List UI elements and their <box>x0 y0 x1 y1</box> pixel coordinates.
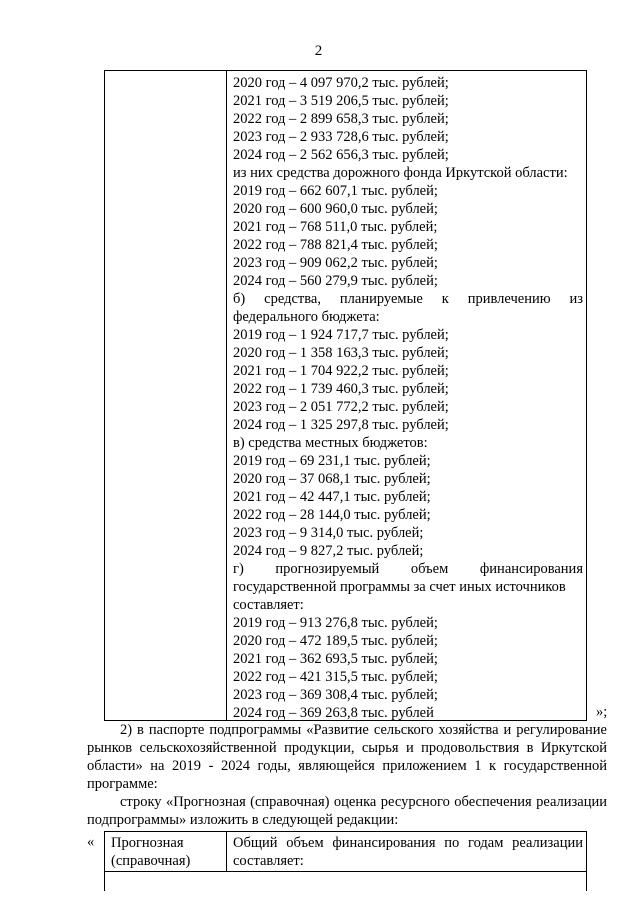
financing-line: г) прогнозируемый объем финансирования <box>233 561 583 577</box>
body-text <box>87 721 607 829</box>
financing-line: 2019 год – 662 607,1 тыс. рублей; <box>233 183 438 199</box>
table-column-divider <box>226 832 227 872</box>
financing-line: 2023 год – 369 308,4 тыс. рублей; <box>233 687 438 703</box>
financing-line: 2020 год – 4 097 970,2 тыс. рублей; <box>233 75 449 91</box>
replacement-table <box>104 831 587 891</box>
financing-line: 2019 год – 69 231,1 тыс. рублей; <box>233 453 431 469</box>
paragraph-amendment-row: строку «Прогнозная (справочная) оценка ресурсного обеспечения реализации подпрограммы» изложить в следующей редакции: <box>87 794 607 828</box>
financing-line: 2020 год – 1 358 163,3 тыс. рублей; <box>233 345 449 361</box>
financing-line: 2019 год – 913 276,8 тыс. рублей; <box>233 615 438 631</box>
financing-line: 2024 год – 9 827,2 тыс. рублей; <box>233 543 424 559</box>
closing-quote: »; <box>596 704 608 720</box>
opening-quote: « <box>87 834 95 850</box>
financing-line: 2022 год – 788 821,4 тыс. рублей; <box>233 237 438 253</box>
financing-line: 2021 год – 3 519 206,5 тыс. рублей; <box>233 93 449 109</box>
table-column-divider <box>226 71 227 720</box>
table-row-divider <box>105 871 586 872</box>
financing-line: 2024 год – 560 279,9 тыс. рублей; <box>233 273 438 289</box>
financing-lines <box>233 74 583 722</box>
paragraph-amendment-2: 2) в паспорте подпрограммы «Развитие сельского хозяйства и регулирование рынков сельскохозяйственной продукции, сырья и продовольствия в Иркутской области» на 2019 - 2024 годы, являющейся приложением 1 к государственной программе: <box>87 722 607 792</box>
financing-line: 2022 год – 28 144,0 тыс. рублей; <box>233 507 431 523</box>
financing-line: составляет: <box>233 597 304 613</box>
financing-line: 2021 год – 1 704 922,2 тыс. рублей; <box>233 363 449 379</box>
financing-line: 2020 год – 472 189,5 тыс. рублей; <box>233 633 438 649</box>
page-number: 2 <box>314 43 323 59</box>
financing-line: 2021 год – 768 511,0 тыс. рублей; <box>233 219 438 235</box>
row-title-line: (справочная) <box>111 853 191 869</box>
financing-line: 2023 год – 909 062,2 тыс. рублей; <box>233 255 438 271</box>
financing-line: 2022 год – 2 899 658,3 тыс. рублей; <box>233 111 449 127</box>
financing-line: 2024 год – 369 263,8 тыс. рублей <box>233 705 434 721</box>
financing-table <box>104 70 587 721</box>
row-title-line: Прогнозная <box>111 835 184 851</box>
row-title-cell <box>111 834 223 870</box>
financing-line: федерального бюджета: <box>233 309 380 325</box>
financing-line: из них средства дорожного фонда Иркутской области: <box>233 165 568 181</box>
financing-line: б) средства, планируемые к привлечению из <box>233 291 583 307</box>
financing-line: 2024 год – 1 325 297,8 тыс. рублей; <box>233 417 449 433</box>
financing-line: 2024 год – 2 562 656,3 тыс. рублей; <box>233 147 449 163</box>
financing-line: 2019 год – 1 924 717,7 тыс. рублей; <box>233 327 449 343</box>
financing-line: 2020 год – 600 960,0 тыс. рублей; <box>233 201 438 217</box>
financing-line: 2021 год – 42 447,1 тыс. рублей; <box>233 489 431 505</box>
financing-line: 2023 год – 2 051 772,2 тыс. рублей; <box>233 399 449 415</box>
financing-line: 2022 год – 1 739 460,3 тыс. рублей; <box>233 381 449 397</box>
financing-line: 2021 год – 362 693,5 тыс. рублей; <box>233 651 438 667</box>
financing-line: 2020 год – 37 068,1 тыс. рублей; <box>233 471 431 487</box>
financing-line: 2022 год – 421 315,5 тыс. рублей; <box>233 669 438 685</box>
row-content-cell: Общий объем финансирования по годам реализации составляет: <box>233 835 583 869</box>
financing-line: 2023 год – 9 314,0 тыс. рублей; <box>233 525 424 541</box>
financing-line: в) средства местных бюджетов: <box>233 435 428 451</box>
financing-line: государственной программы за счет иных источников <box>233 579 566 595</box>
financing-line: 2023 год – 2 933 728,6 тыс. рублей; <box>233 129 449 145</box>
